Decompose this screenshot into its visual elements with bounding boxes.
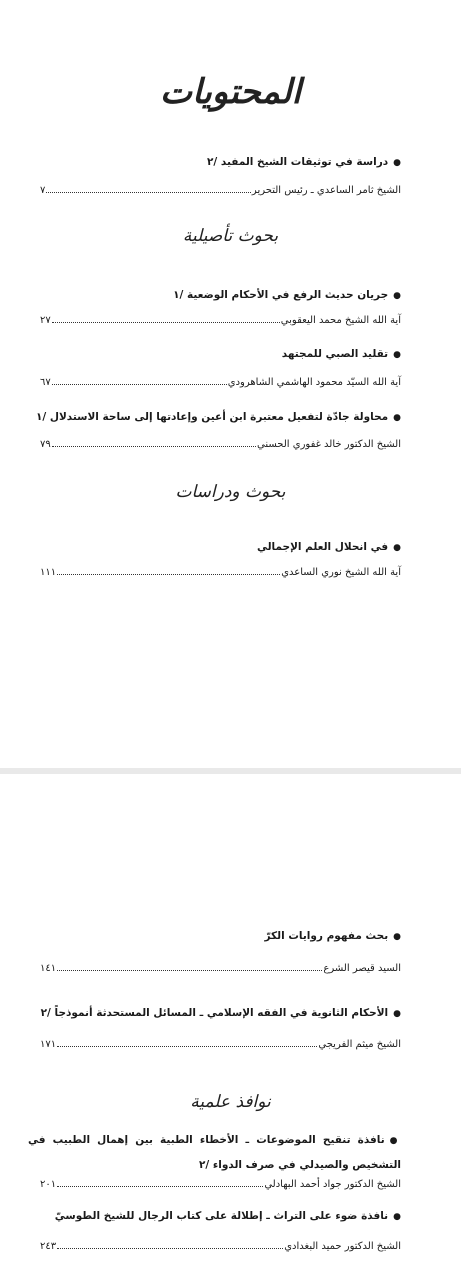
- contents-heading: المحتويات: [159, 72, 302, 112]
- toc-entry-title: ●محاولة جادّة لتفعيل معتبرة ابن أعين وإعادتها إلى ساحة الاستدلال /١: [35, 411, 401, 423]
- bullet-icon: ●: [393, 1212, 401, 1222]
- toc-entry-title: ●دراسة في توثيقات الشيخ المفيد /٢: [207, 156, 401, 168]
- section-heading: نوافذ علمية: [190, 1092, 271, 1112]
- leader-dots: [57, 1186, 263, 1187]
- page-number: ٦٧: [40, 377, 51, 388]
- toc-entry-line: [40, 374, 401, 388]
- toc-entry-line: [40, 1176, 401, 1190]
- toc-entry-title: ●جريان حديث الرفع في الأحكام الوضعية /١: [173, 289, 401, 301]
- toc-entry-line: [40, 1238, 401, 1252]
- leader-dots: [57, 970, 322, 971]
- section-heading: بحوث ودراسات: [175, 482, 286, 502]
- toc-entry-line: [40, 1036, 401, 1050]
- page-number: ٧: [40, 185, 46, 196]
- toc-entry-line: [40, 182, 401, 196]
- author-name: الشيخ الدكتور جواد أحمد البهادلي: [264, 1179, 401, 1190]
- leader-dots: [52, 322, 280, 323]
- leader-dots: [57, 1046, 317, 1047]
- author-name: الشيخ الدكتور حميد البغدادي: [284, 1241, 401, 1252]
- leader-dots: [52, 446, 256, 447]
- leader-dots: [57, 1248, 283, 1249]
- toc-entry-line: [40, 960, 401, 974]
- page-number: ١١١: [40, 567, 57, 578]
- bullet-icon: ●: [393, 291, 401, 301]
- bullet-icon: ●: [393, 413, 401, 423]
- leader-dots: [57, 574, 280, 575]
- author-name: السيد قيصر الشرع: [323, 963, 401, 974]
- author-name: آية الله السيّد محمود الهاشمي الشاهرودي: [227, 377, 401, 388]
- toc-entry-title: ●الأحكام الثانوية في الفقه الإسلامي ـ المسائل المستحدثة أنموذجاً /٢: [40, 1007, 401, 1019]
- page-number: ٢٠١: [40, 1179, 57, 1190]
- author-name: الشيخ الدكتور خالد غفوري الحسني: [257, 439, 401, 450]
- bullet-icon: ●: [393, 932, 401, 942]
- toc-entry-line: [40, 312, 401, 326]
- toc-entry-title: ●في انحلال العلم الإجمالي: [256, 541, 401, 553]
- leader-dots: [46, 192, 251, 193]
- author-name: آية الله الشيخ نوري الساعدي: [281, 567, 401, 578]
- bullet-icon: ●: [393, 158, 401, 168]
- leader-dots: [52, 384, 227, 385]
- page-number: ٢٤٣: [40, 1241, 57, 1252]
- page-number: ١٧١: [40, 1039, 57, 1050]
- bullet-icon: ●: [393, 543, 401, 553]
- toc-entry-line: [40, 436, 401, 450]
- toc-entry-title: ●تقليد الصبي للمجتهد: [281, 348, 401, 360]
- author-name: الشيخ ميثم الفريجي: [318, 1039, 401, 1050]
- bullet-icon: ●: [389, 1136, 401, 1146]
- author-name: آية الله الشيخ محمد اليعقوبي: [280, 315, 401, 326]
- toc-page-2: [0, 774, 461, 1280]
- author-name: الشيخ ثامر الساعدي ـ رئيس التحرير: [251, 185, 401, 196]
- toc-entry-title: ●نافذة تنقيح الموضوعات ـ الأخطاء الطبية بين إهمال الطبيب في التشخيص والصيدلي في صرف الدواء /٢: [28, 1134, 401, 1171]
- toc-entry-title: ●بحث مفهوم روايات الكرّ: [264, 930, 401, 942]
- toc-entry-title: ●نافذة ضوء على التراث ـ إطلالة على كتاب الرجال للشيخ الطوسيّ: [54, 1210, 401, 1222]
- toc-entry-line: [40, 564, 401, 578]
- section-heading: بحوث تأصيلية: [182, 226, 279, 246]
- page-number: ٢٧: [40, 315, 51, 326]
- page-number: ١٤١: [40, 963, 57, 974]
- page-number: ٧٩: [40, 439, 51, 450]
- bullet-icon: ●: [393, 1009, 401, 1019]
- bullet-icon: ●: [393, 350, 401, 360]
